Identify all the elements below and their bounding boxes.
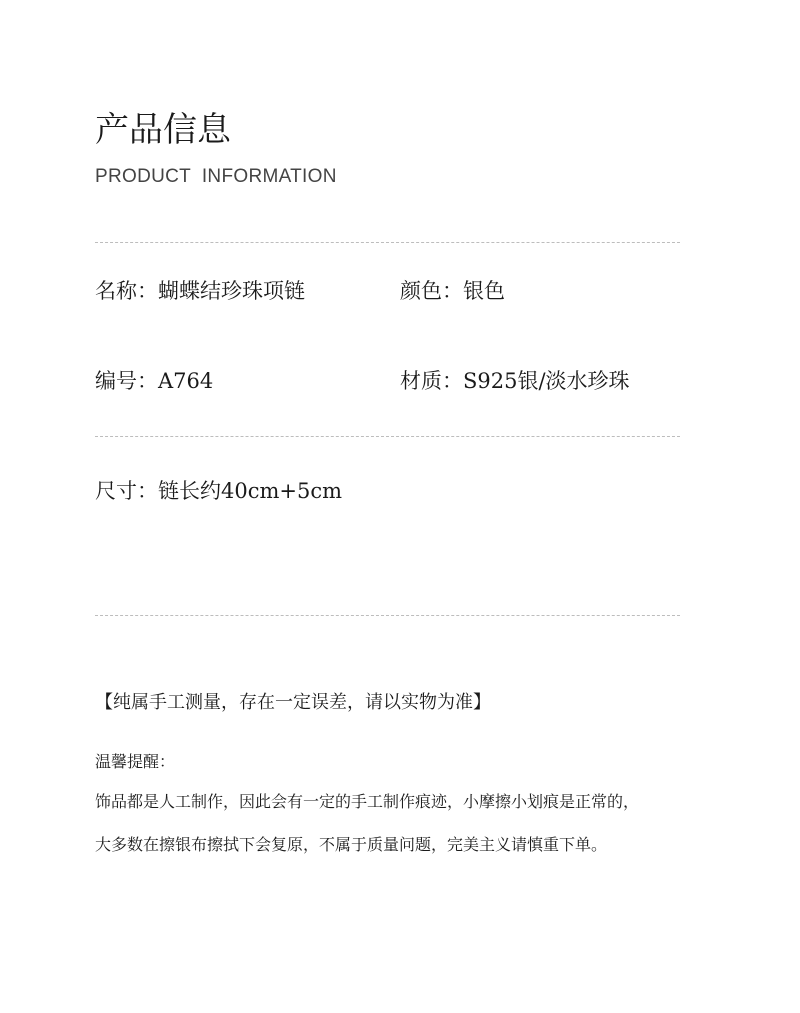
- page-title-en: PRODUCT INFORMATION: [95, 166, 337, 187]
- tips-heading: 温馨提醒：: [95, 752, 176, 771]
- field-color: 颜色：银色: [400, 279, 505, 303]
- tips-line-1: 饰品都是人工制作，因此会有一定的手工制作痕迹，小摩擦小划痕是正常的，: [95, 792, 640, 811]
- measurement-notice: 【纯属手工测量，存在一定误差，请以实物为准】: [95, 692, 491, 713]
- page-title-cn: 产品信息: [95, 110, 231, 150]
- field-name: 名称：蝴蝶结珍珠项链: [95, 279, 305, 303]
- tips-line-2: 大多数在擦银布擦拭下会复原，不属于质量问题，完美主义请慎重下单。: [95, 835, 608, 854]
- field-material: 材质：S925银/淡水珍珠: [400, 369, 630, 393]
- field-code: 编号：A764: [95, 369, 214, 393]
- divider-top: [95, 242, 680, 243]
- divider-bottom: [95, 615, 680, 616]
- field-size: 尺寸：链长约40cm+5cm: [95, 479, 343, 503]
- divider-middle: [95, 436, 680, 437]
